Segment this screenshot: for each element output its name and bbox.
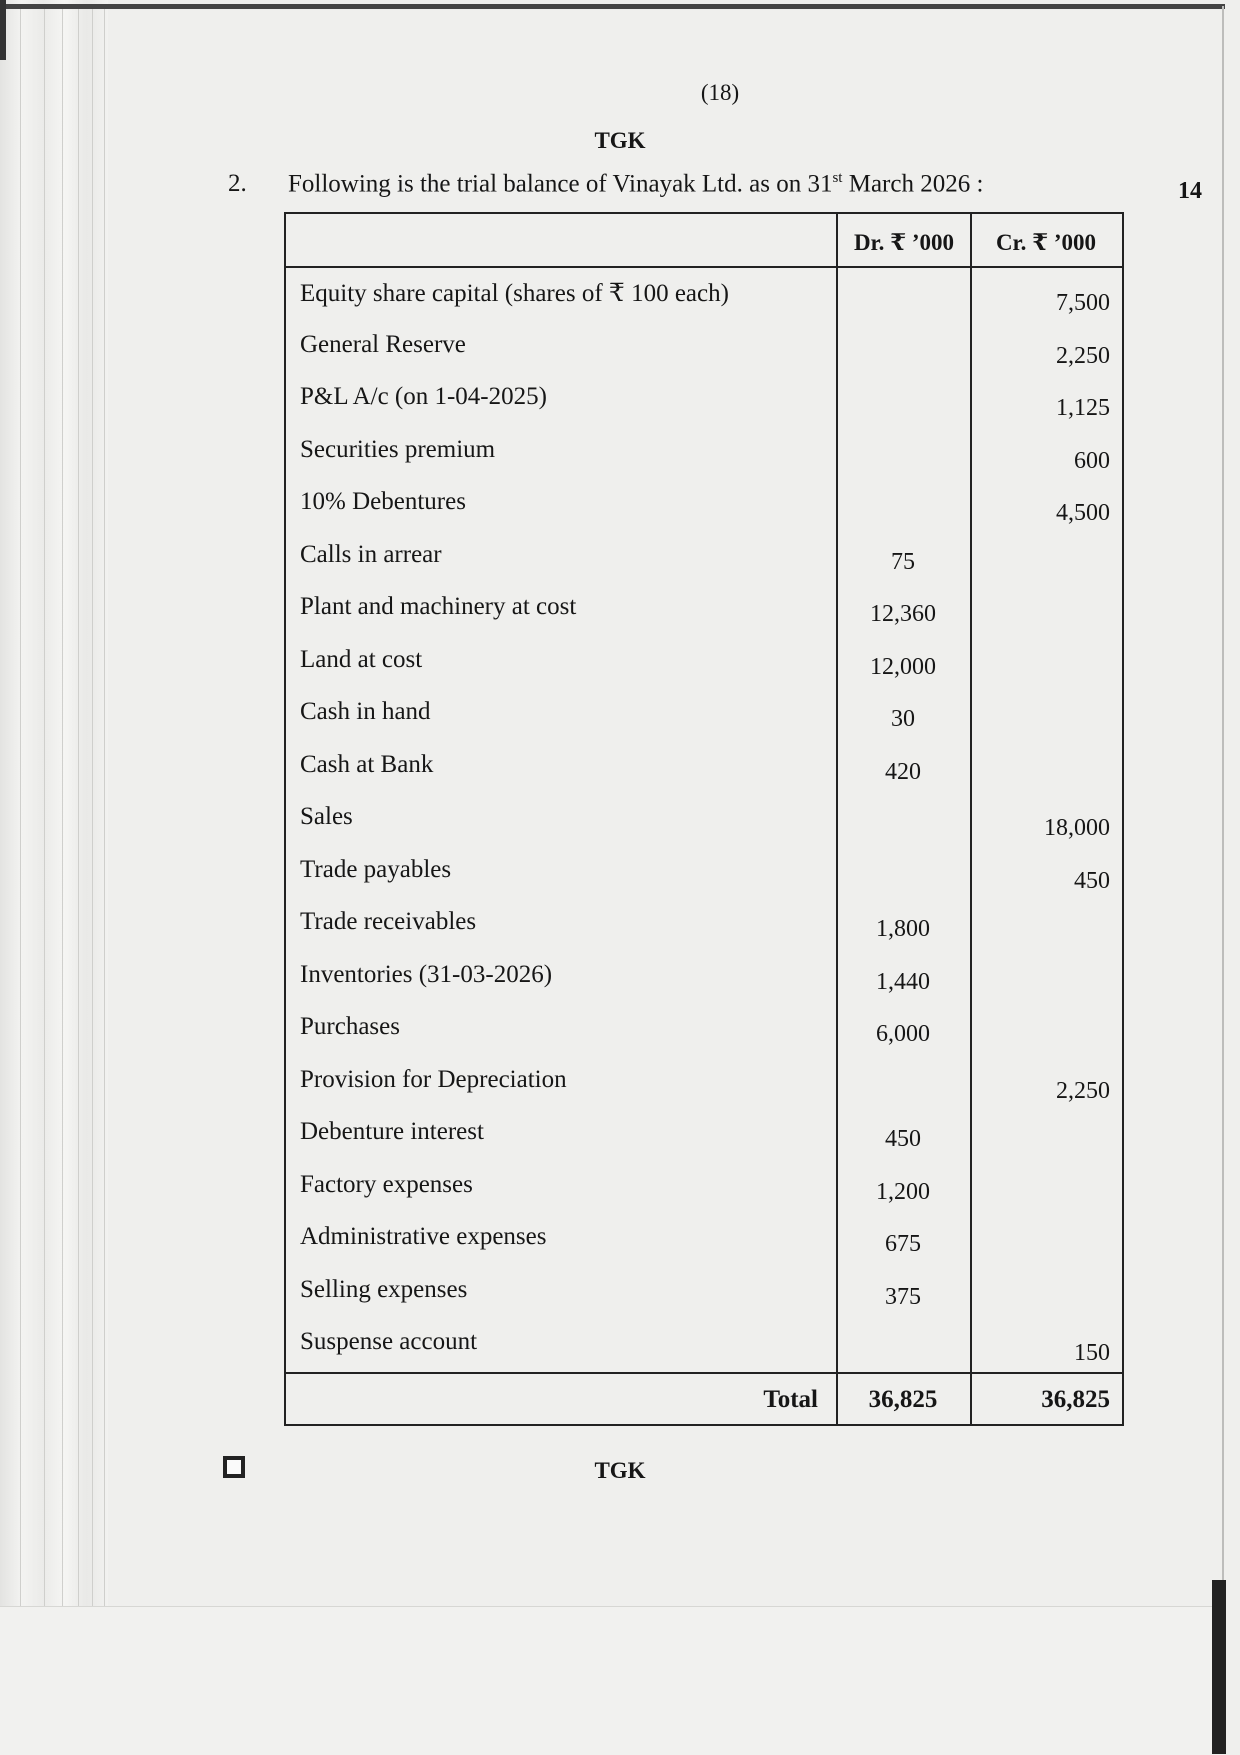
table-row: [286, 529, 1122, 582]
row-particular: Cash at Bank: [300, 750, 434, 778]
row-particular: 10% Debentures: [300, 488, 466, 515]
question-text: Following is the trial balance of Vinayak Ltd. as on 31st March 2026 :: [288, 170, 984, 198]
question-marks: 14: [1178, 178, 1202, 204]
trial-balance-table: [284, 212, 1124, 1426]
right-page-edge: [1222, 6, 1224, 1606]
table-body: [286, 266, 1122, 1369]
row-particular: Securities premium: [300, 435, 496, 463]
row-dr-amount: 6,000: [876, 1021, 930, 1047]
page-stack-edge: [0, 0, 108, 1620]
row-cr-amount: 2,250: [1056, 342, 1110, 369]
table-row: [286, 1211, 1122, 1264]
row-particular: Calls in arrear: [300, 540, 442, 568]
left-scan-border: [0, 0, 6, 60]
table-row: [286, 1159, 1122, 1212]
table-row: [286, 791, 1122, 844]
table-row: [286, 686, 1122, 739]
row-cr-amount: 4,500: [1056, 500, 1110, 526]
row-cr-amount: 2,250: [1056, 1077, 1110, 1104]
table-row: [286, 266, 1122, 319]
row-dr-amount: 675: [885, 1231, 921, 1257]
row-dr-amount: 1,800: [876, 916, 930, 942]
table-row: [286, 1054, 1122, 1107]
total-label: Total: [763, 1386, 818, 1413]
total-dr: 36,825: [868, 1386, 938, 1413]
top-scan-border: [0, 4, 1225, 9]
table-row: [286, 634, 1122, 687]
row-dr-amount: 12,360: [870, 601, 936, 627]
row-particular: Trade payables: [300, 855, 452, 883]
question-number: 2.: [228, 170, 247, 197]
row-dr-amount: 12,000: [870, 653, 936, 680]
row-cr-amount: 450: [1074, 867, 1110, 894]
row-particular: Selling expenses: [300, 1275, 468, 1303]
row-cr-amount: 1,125: [1056, 395, 1110, 421]
column-header-dr: Dr. ₹ ’000: [853, 230, 955, 255]
column-header-cr: Cr. ₹ ’000: [995, 230, 1097, 255]
row-dr-amount: 1,440: [876, 968, 930, 995]
table-row: [286, 476, 1122, 529]
row-particular: Trade receivables: [300, 908, 477, 935]
row-particular: Sales: [300, 803, 353, 830]
table-row: [286, 424, 1122, 477]
row-dr-amount: 450: [885, 1126, 921, 1152]
row-dr-amount: 1,200: [876, 1178, 930, 1205]
table-row: [286, 1316, 1122, 1369]
row-particular: P&L A/c (on 1-04-2025): [300, 383, 547, 410]
right-scan-border: [1212, 1580, 1226, 1754]
row-cr-amount: 18,000: [1044, 815, 1110, 841]
row-dr-amount: 420: [885, 758, 921, 785]
row-particular: Inventories (31-03-2026): [300, 960, 553, 988]
row-particular: Cash in hand: [300, 698, 431, 725]
row-particular: Factory expenses: [300, 1170, 473, 1198]
table-row: [286, 739, 1122, 792]
paper-code-top: TGK: [594, 128, 646, 153]
row-cr-amount: 7,500: [1056, 290, 1110, 316]
row-particular: Plant and machinery at cost: [300, 593, 577, 620]
row-particular: Purchases: [300, 1013, 400, 1040]
table-row: [286, 581, 1122, 634]
page-bottom-area: [0, 1606, 1224, 1755]
table-row: [286, 1106, 1122, 1159]
page-number: (18): [700, 80, 740, 105]
row-dr-amount: 375: [885, 1283, 921, 1310]
row-dr-amount: 30: [891, 706, 915, 732]
row-particular: Land at cost: [300, 645, 423, 673]
row-particular: General Reserve: [300, 330, 466, 358]
row-cr-amount: 600: [1074, 447, 1110, 474]
row-particular: Provision for Depreciation: [300, 1065, 567, 1093]
table-row: [286, 844, 1122, 897]
row-dr-amount: 75: [891, 548, 915, 575]
total-cr: 36,825: [1041, 1386, 1110, 1413]
table-row: [286, 319, 1122, 372]
row-particular: Debenture interest: [300, 1118, 484, 1145]
table-row: [286, 1264, 1122, 1317]
table-row: [286, 1001, 1122, 1054]
row-particular: Suspense account: [300, 1328, 478, 1355]
row-particular: Administrative expenses: [300, 1223, 547, 1250]
row-cr-amount: 150: [1074, 1340, 1110, 1366]
total-row: [286, 1372, 1122, 1424]
table-row: [286, 371, 1122, 424]
table-row: [286, 896, 1122, 949]
row-particular: Equity share capital (shares of ₹ 100 each): [300, 280, 729, 307]
table-row: [286, 949, 1122, 1002]
paper-code-bottom: TGK: [594, 1458, 646, 1483]
